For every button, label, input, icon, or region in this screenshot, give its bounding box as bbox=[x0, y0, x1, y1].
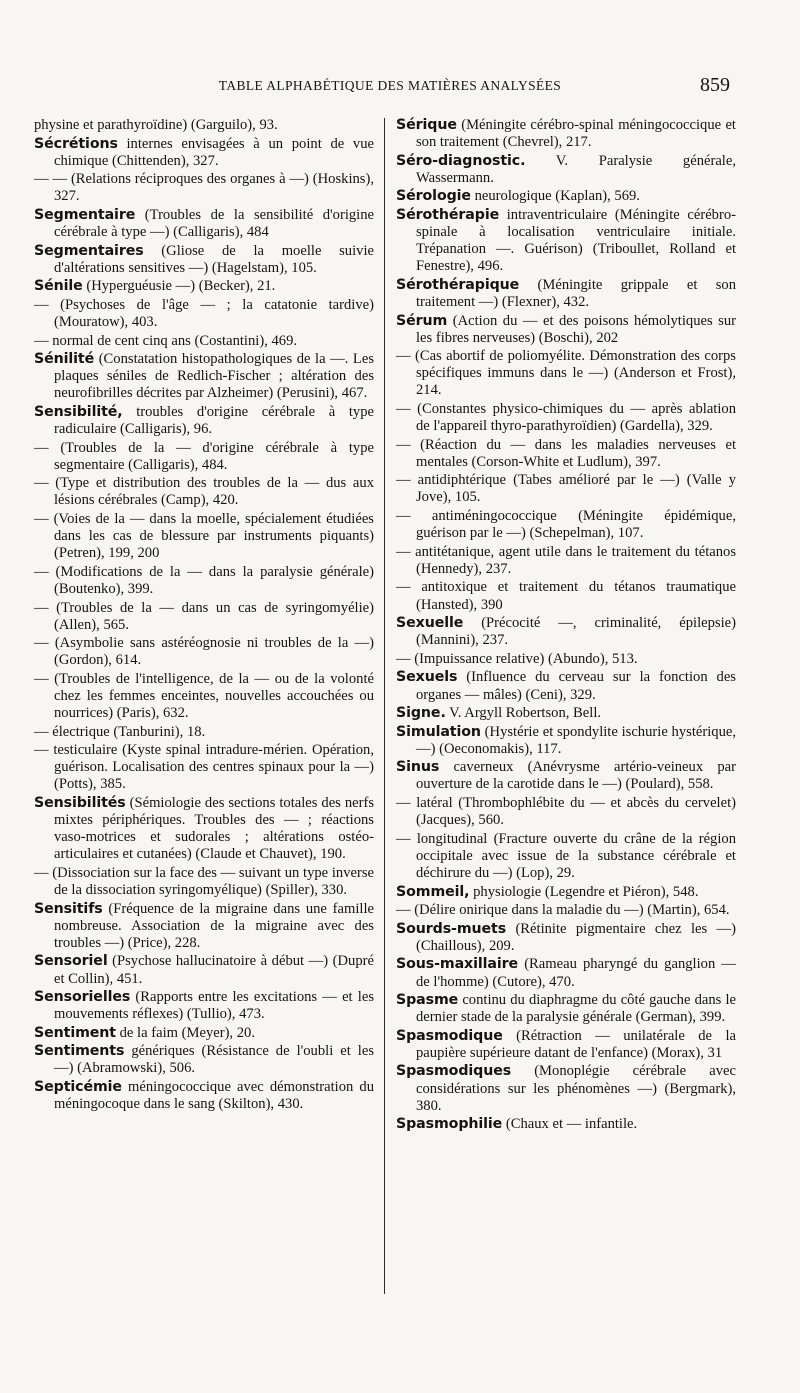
index-entry bbox=[396, 831, 736, 882]
entry-headword: Sérothérapique bbox=[396, 276, 520, 293]
entry-text: — (Troubles de l'intelligence, de la — ou de la volonté chez les femmes enceintes, nouvelles accouchées ou nourrices) (Paris), 632. bbox=[34, 670, 374, 722]
entry-headword: Sénile bbox=[34, 278, 83, 295]
entry-text: — antitoxique et traitement du tétanos traumatique (Hansted), 390 bbox=[396, 579, 736, 613]
index-entry bbox=[396, 615, 736, 649]
entry-headword: Sourds-muets bbox=[396, 920, 507, 937]
index-entry bbox=[396, 472, 736, 506]
entry-headword: Sensibilités bbox=[34, 795, 126, 812]
index-entry bbox=[34, 297, 374, 331]
index-entry bbox=[34, 600, 374, 634]
left-column bbox=[34, 117, 374, 1115]
index-entry bbox=[396, 956, 736, 990]
column-divider bbox=[384, 118, 385, 1294]
entry-headword: Sérum bbox=[396, 312, 448, 329]
entry-text: — (Impuissance relative) (Abundo), 513. bbox=[396, 650, 638, 667]
entry-text: troubles d'origine cérébrale à type radiculaire (Calligaris), 96. bbox=[54, 404, 374, 438]
entry-text: — testiculaire (Kyste spinal intradure-mérien. Opération, guérison. Localisation des centres spinaux pour la —) (Potts), 385. bbox=[34, 742, 374, 793]
index-entry bbox=[396, 544, 736, 578]
entry-text: (Monoplégie cérébrale avec considérations sur les phénomènes —) (Bergmark), 380. bbox=[416, 1063, 736, 1114]
index-entry bbox=[396, 579, 736, 613]
entry-headword: Spasmodiques bbox=[396, 1063, 512, 1080]
entry-text: — longitudinal (Fracture ouverte du crâne de la région occipitale avec issue de la substance cérébrale et déchirure du —) (Lop), 29. bbox=[396, 830, 736, 881]
index-entry bbox=[34, 953, 374, 987]
entry-text: — (Troubles de la — d'origine cérébrale à type segmentaire (Calligaris), 484. bbox=[34, 439, 374, 473]
entry-headword: Sérothérapie bbox=[396, 206, 500, 223]
entry-text: — latéral (Thrombophlébite du — et abcès du cervelet) (Jacques), 560. bbox=[396, 795, 736, 829]
index-entry bbox=[396, 651, 736, 668]
entry-text: (Sémiologie des sections totales des nerfs mixtes périphériques. Troubles des — ; réactions vaso-motrices et sudorales ; altérations ostéo-articulaires et cutanées) (Claude et Chauvet), 190. bbox=[54, 795, 374, 863]
index-entry bbox=[34, 865, 374, 899]
index-entry bbox=[396, 153, 736, 187]
index-entry bbox=[396, 437, 736, 471]
entry-text: — (Constantes physico-chimiques du — après ablation de l'appareil thyro-parathyroïdien) (Gardella), 329. bbox=[396, 401, 736, 435]
index-entry bbox=[396, 508, 736, 542]
entry-text: — (Réaction du — dans les maladies nerveuses et mentales (Corson-White et Ludlum), 397. bbox=[396, 436, 736, 470]
index-entry bbox=[34, 795, 374, 863]
entry-text: — électrique (Tanburini), 18. bbox=[34, 723, 206, 740]
entry-text: méningococcique avec démonstration du méningocoque dans le sang (Skilton), 430. bbox=[54, 1079, 374, 1113]
entry-headword: Spasme bbox=[396, 992, 459, 1009]
entry-headword: Sexuelle bbox=[396, 615, 464, 632]
right-column bbox=[396, 117, 736, 1135]
index-entry bbox=[396, 1063, 736, 1114]
entry-text: — — (Relations réciproques des organes à —) (Hoskins), 327. bbox=[34, 171, 374, 205]
entry-text: — (Cas abortif de poliomyélite. Démonstration des corps spécifiques immuns dans le —) (Anderson et Frost), 214. bbox=[396, 348, 736, 399]
entry-text: (Influence du cerveau sur la fonction des organes — mâles) (Ceni), 329. bbox=[416, 669, 736, 703]
entry-text: — antidiphtérique (Tabes amélioré par le —) (Valle y Jove), 105. bbox=[396, 472, 736, 506]
entry-headword: Sensorielles bbox=[34, 989, 131, 1006]
entry-headword: Sensitifs bbox=[34, 900, 103, 917]
index-entry bbox=[34, 724, 374, 741]
index-entry bbox=[34, 989, 374, 1023]
entry-text: intraventriculaire (Méningite cérébro-spinale à localisation ventriculaire initiale. Trépanation —. Guérison) (Triboullet, Rolland et Fenestre), 496. bbox=[416, 206, 736, 275]
index-entry bbox=[34, 136, 374, 170]
entry-text: (Chaux et — infantile. bbox=[502, 1116, 638, 1133]
entry-text: (Méningite cérébro-spinal méningococcique et son traitement (Chevrel), 217. bbox=[416, 117, 736, 151]
entry-text: V. Paralysie générale, Wassermann. bbox=[416, 152, 736, 186]
entry-text: — (Type et distribution des troubles de la — dus aux lésions cérébrales (Camp), 420. bbox=[34, 475, 374, 509]
entry-headword: Sommeil, bbox=[396, 883, 470, 900]
entry-text: (Hystérie et spondylite ischurie hystérique, —) (Oeconomakis), 117. bbox=[416, 723, 736, 757]
entry-text: — antitétanique, agent utile dans le traitement du tétanos (Hennedy), 237. bbox=[396, 543, 736, 577]
entry-headword: Sécrétions bbox=[34, 135, 118, 152]
entry-text: physiologie (Legendre et Piéron), 548. bbox=[469, 883, 699, 900]
index-entry bbox=[34, 351, 374, 402]
index-entry bbox=[34, 440, 374, 474]
running-head: TABLE ALPHABÉTIQUE DES MATIÈRES ANALYSÉES bbox=[218, 78, 562, 93]
index-entry bbox=[396, 992, 736, 1026]
entry-headword: Signe. bbox=[396, 705, 446, 722]
index-entry bbox=[396, 277, 736, 311]
entry-headword: Sérique bbox=[396, 117, 457, 133]
index-entry bbox=[396, 1028, 736, 1062]
entry-text: physine et parathyroïdine) (Garguilo), 93. bbox=[34, 117, 278, 133]
entry-headword: Segmentaires bbox=[34, 242, 144, 259]
entry-headword: Sentiment bbox=[34, 1024, 116, 1041]
entry-text: (Rapports entre les excitations — et les mouvements réflexes) (Tullio), 473. bbox=[54, 989, 374, 1023]
entry-text: — antiméningococcique (Méningite épidémique, guérison par le —) (Schepelman), 107. bbox=[396, 508, 736, 542]
index-entry bbox=[396, 401, 736, 435]
index-entry bbox=[34, 511, 374, 562]
index-entry bbox=[34, 207, 374, 241]
entry-text: V. Argyll Robertson, Bell. bbox=[445, 705, 602, 722]
entry-text: génériques (Résistance de l'oubli et les —) (Abramowski), 506. bbox=[54, 1043, 374, 1077]
entry-text: — (Troubles de la — dans un cas de syringomyélie) (Allen), 565. bbox=[34, 599, 374, 633]
index-entry bbox=[34, 475, 374, 509]
entry-text: (Psychose hallucinatoire à début —) (Dupré et Collin), 451. bbox=[54, 953, 374, 987]
entry-text: (Gliose de la moelle suivie d'altérations sensitives —) (Hagelstam), 105. bbox=[54, 242, 374, 276]
entry-headword: Sérologie bbox=[396, 188, 471, 205]
index-entry bbox=[396, 188, 736, 205]
entry-text: (Troubles de la sensibilité d'origine cérébrale à type —) (Calligaris), 484 bbox=[54, 206, 374, 241]
index-entry bbox=[396, 921, 736, 955]
entry-text: — (Délire onirique dans la maladie du —) (Martin), 654. bbox=[396, 902, 730, 919]
entry-headword: Sexuels bbox=[396, 669, 458, 686]
page-number: 859 bbox=[700, 74, 730, 96]
index-entry bbox=[396, 117, 736, 151]
entry-text: (Méningite grippale et son traitement —) (Flexner), 432. bbox=[416, 276, 736, 310]
index-entry bbox=[34, 564, 374, 598]
index-entry bbox=[396, 348, 736, 399]
index-entry bbox=[396, 759, 736, 793]
index-entry bbox=[34, 171, 374, 205]
entry-headword: Septicémie bbox=[34, 1079, 122, 1096]
entry-text: (Action du — et des poisons hémolytiques sur les fibres nerveuses) (Boschi), 202 bbox=[416, 312, 736, 346]
entry-text: — (Psychoses de l'âge — ; la catatonie tardive) (Mouratow), 403. bbox=[34, 296, 374, 331]
entry-headword: Sensibilité, bbox=[34, 404, 123, 420]
index-entry bbox=[396, 884, 736, 901]
index-entry bbox=[396, 902, 736, 919]
index-entry bbox=[34, 901, 374, 952]
index-entry bbox=[396, 1116, 736, 1133]
entry-text: (Hyperguéusie —) (Becker), 21. bbox=[82, 278, 276, 295]
entry-headword: Spasmodique bbox=[396, 1027, 503, 1044]
entry-text: (Fréquence de la migraine dans une famille nombreuse. Association de la migraine avec des troubles —) (Price), 228. bbox=[54, 900, 374, 951]
index-entry bbox=[34, 278, 374, 295]
index-entry bbox=[396, 207, 736, 275]
index-entry bbox=[34, 1043, 374, 1077]
index-entry bbox=[34, 1025, 374, 1042]
entry-headword: Sénilité bbox=[34, 351, 95, 368]
index-entry bbox=[34, 243, 374, 277]
index-entry bbox=[396, 313, 736, 347]
entry-headword: Simulation bbox=[396, 723, 481, 740]
index-entry bbox=[34, 333, 374, 350]
entry-headword: Sentiments bbox=[34, 1043, 125, 1060]
entry-text: (Constatation histopathologiques de la —. Les plaques séniles de Redlich-Fischer ; altération des neurofibrilles décrites par Alzheimer) (Perusini), 467. bbox=[54, 351, 374, 402]
entry-text: — (Asymbolie sans astéréognosie ni troubles de la —) (Gordon), 614. bbox=[34, 635, 374, 669]
entry-headword: Spasmophilie bbox=[396, 1116, 503, 1133]
entry-text: (Rétraction — unilatérale de la paupière supérieure datant de l'enfance) (Morax), 31 bbox=[416, 1027, 736, 1061]
entry-headword: Sensoriel bbox=[34, 953, 108, 970]
index-entry bbox=[34, 742, 374, 793]
index-entry bbox=[34, 404, 374, 438]
entry-headword: Segmentaire bbox=[34, 206, 136, 223]
index-entry bbox=[396, 705, 736, 722]
entry-text: — (Voies de la — dans la moelle, spécialement étudiées dans les cas de blessure par instruments piquants) (Petren), 199, 200 bbox=[34, 511, 374, 562]
index-entry bbox=[34, 117, 374, 134]
index-entry bbox=[396, 724, 736, 758]
index-entry bbox=[396, 669, 736, 703]
entry-text: de la faim (Meyer), 20. bbox=[115, 1024, 255, 1041]
entry-text: continu du diaphragme du côté gauche dans le dernier stade de la paralysie générale (German), 399. bbox=[416, 992, 736, 1026]
entry-text: (Précocité —, criminalité, épilepsie) (Mannini), 237. bbox=[416, 615, 736, 649]
entry-text: caverneux (Anévrysme artério-veineux par ouverture de la carotide dans le —) (Poulard), 558. bbox=[416, 759, 736, 793]
entry-headword: Séro-diagnostic. bbox=[396, 152, 526, 169]
entry-text: (Rétinite pigmentaire chez les —) (Chaillous), 209. bbox=[416, 920, 736, 954]
entry-text: — (Modifications de la — dans la paralysie générale) (Boutenko), 399. bbox=[34, 563, 374, 597]
index-entry bbox=[396, 795, 736, 829]
entry-text: neurologique (Kaplan), 569. bbox=[470, 188, 640, 205]
entry-text: internes envisagées à un point de vue chimique (Chittenden), 327. bbox=[54, 135, 374, 169]
entry-text: — normal de cent cinq ans (Costantini), 469. bbox=[34, 332, 298, 349]
entry-text: — (Dissociation sur la face des — suivant un type inverse de la dissociation syringomyélique) (Spiller), 330. bbox=[34, 864, 374, 899]
index-entry bbox=[34, 635, 374, 669]
entry-text: (Rameau pharyngé du ganglion — de l'homme) (Cutore), 470. bbox=[416, 956, 736, 990]
entry-headword: Sous-maxillaire bbox=[396, 956, 519, 973]
entry-headword: Sinus bbox=[396, 759, 440, 776]
index-entry bbox=[34, 1079, 374, 1113]
index-entry bbox=[34, 671, 374, 722]
